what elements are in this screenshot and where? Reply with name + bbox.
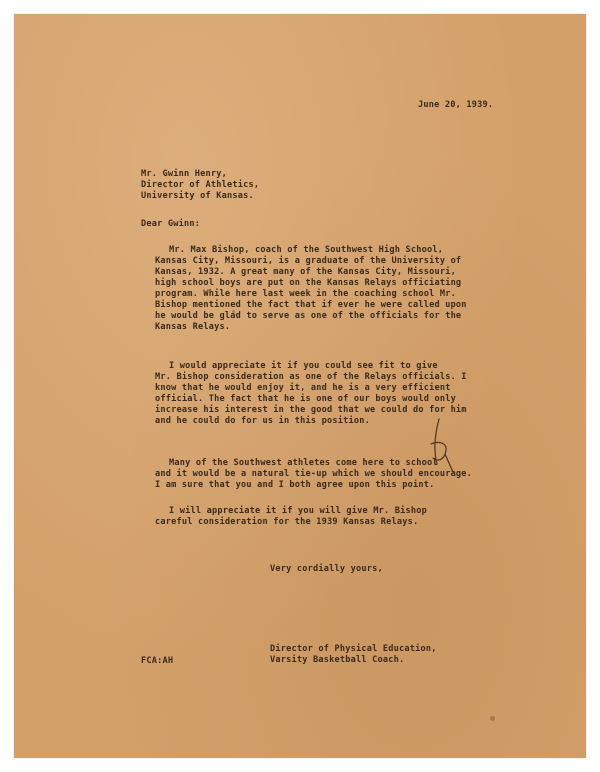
paragraph-line: I will appreciate it if you will give Mr. Bishop: [169, 506, 427, 516]
signature-title-block: [270, 644, 437, 666]
handwritten-signature-mark: [409, 414, 469, 484]
signature-title-line: Director of Physical Education,: [270, 644, 437, 654]
paragraph-line: official. The fact that he is one of our boys would only: [155, 394, 456, 404]
paragraph-line: I would appreciate it if you could see fit to give: [169, 361, 438, 371]
paragraph-line: Kansas City, Missouri, is a graduate of the University of: [155, 256, 462, 266]
paragraph-line: I am sure that you and I both agree upon this point.: [155, 480, 435, 490]
paragraph-line: program. While here last week in the coaching school Mr.: [155, 289, 456, 299]
recipient-title: Director of Athletics,: [141, 180, 260, 190]
paragraph-line: and he could do for us in this position.: [155, 416, 370, 426]
paragraph-line: Mr. Bishop consideration as one of the Relays officials. I: [155, 372, 467, 382]
paragraph-line: know that he would enjoy it, and he is a very efficient: [155, 383, 451, 393]
paper-blemish: [232, 310, 235, 313]
paragraph-1: [155, 245, 467, 333]
paragraph-line: careful consideration for the 1939 Kansas Relays.: [155, 517, 419, 527]
closing: Very cordially yours,: [270, 564, 383, 574]
recipient-name: Mr. Gwinn Henry,: [141, 169, 227, 179]
paragraph-line: and it would be a natural tie-up which we should encourage.: [155, 469, 473, 479]
paragraph-line: Many of the Southwest athletes come here to school: [169, 458, 438, 468]
signature-title-line: Varsity Basketball Coach.: [270, 655, 405, 665]
paragraph-4: [155, 506, 427, 528]
salutation: Dear Gwinn:: [141, 219, 201, 229]
letter-date: June 20, 1939.: [418, 100, 494, 110]
recipient-address: [141, 169, 259, 202]
recipient-institution: University of Kansas.: [141, 191, 254, 201]
paper-blemish: [490, 716, 495, 721]
paragraph-line: Bishop mentioned the fact that if ever he were called upon: [155, 300, 467, 310]
typist-initials: FCA:AH: [141, 656, 174, 666]
letter-page: [14, 14, 586, 758]
paragraph-line: Kansas, 1932. A great many of the Kansas City, Missouri,: [155, 267, 456, 277]
paragraph-line: he would be glad to serve as one of the officials for the: [155, 311, 462, 321]
paragraph-line: Mr. Max Bishop, coach of the Southwest High School,: [169, 245, 444, 255]
paragraph-line: increase his interest in the good that we could do for him: [155, 405, 467, 415]
paragraph-line: Kansas Relays.: [155, 322, 231, 332]
paragraph-line: high school boys are put on the Kansas Relays officiating: [155, 278, 462, 288]
